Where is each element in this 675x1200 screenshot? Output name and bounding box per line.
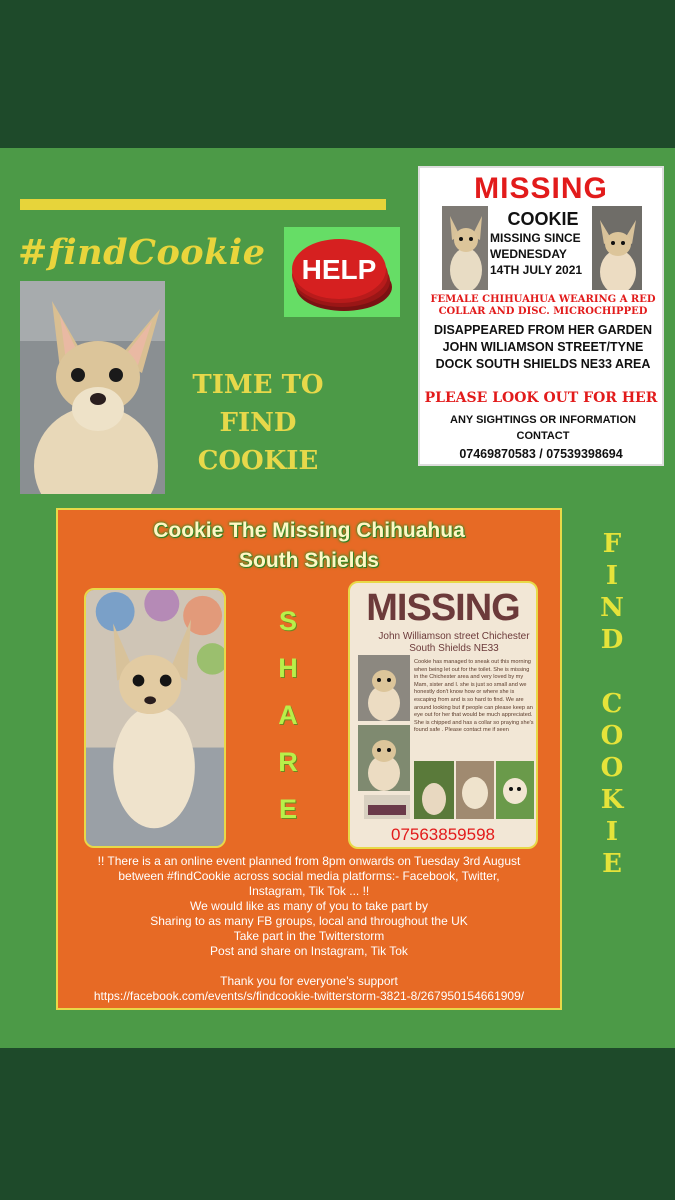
event-description: !! There is a an online event planned from 8pm onwards on Tuesday 3rd August between #findCookie across social media platforms:- Facebook, Twitter, Instagram, Tik Tok ... !! We would like as many of you to take part by Sharing to as many FB groups, local and throughout the UK Take part in the Twitterstorm Post and share on Instagram, Tik Tok Thank you for everyone's support https://facebook.com/events/s/findcookie-twitterstorm-3821-8/267950154661909/ xyxy=(64,854,554,1004)
flyer-dog-photo-left xyxy=(442,206,488,290)
event-panel xyxy=(56,508,562,1010)
flyer-disappeared: DISAPPEARED FROM HER GARDEN JOHN WILIAMSON STREET/TYNE DOCK SOUTH SHIELDS NE33 AREA xyxy=(433,323,653,371)
poster xyxy=(0,148,675,1048)
missing-flyer-small xyxy=(348,581,538,849)
flyer-dog-photo-right xyxy=(592,206,642,290)
flyer-missing-title: MISSING xyxy=(474,172,608,205)
flyer-description: FEMALE CHIHUAHUA WEARING A RED COLLAR AND DISC. MICROCHIPPED xyxy=(430,294,656,317)
event-link: https://facebook.com/events/s/findcookie-twitterstorm-3821-8/267950154661909/ xyxy=(93,989,525,1003)
flyer2-photo-4 xyxy=(456,761,494,819)
share-vertical-text: S H A R E xyxy=(278,606,298,824)
cookie-photo-main xyxy=(20,281,165,494)
help-label: HELP xyxy=(301,254,377,285)
flyer2-missing-title: MISSING xyxy=(366,587,520,629)
hashtag-title: #findCookie xyxy=(18,232,266,273)
flyer2-address: John Williamson street Chichester South Shields NE33 xyxy=(378,631,530,654)
flyer-contact: ANY SIGHTINGS OR INFORMATION CONTACT xyxy=(450,414,636,442)
flyer-phone-numbers: 07469870583 / 07539398694 xyxy=(459,447,623,461)
find-cookie-vertical-text: F I N D C O O K I E xyxy=(600,529,624,879)
flyer2-phone: 07563859598 xyxy=(390,825,495,844)
flyer2-photo-1 xyxy=(358,655,410,721)
flyer-missing-details: COOKIE MISSING SINCE WEDNESDAY 14TH JULY 2021 xyxy=(490,208,596,278)
flyer-look-out: PLEASE LOOK OUT FOR HER xyxy=(424,390,658,406)
flyer-dog-name: COOKIE xyxy=(507,209,579,229)
flyer2-photo-5 xyxy=(496,761,534,819)
missing-flyer-top xyxy=(418,166,664,466)
help-button-graphic xyxy=(284,227,400,317)
flyer2-photo-bed xyxy=(364,795,410,819)
cookie-photo-sitting xyxy=(84,588,226,848)
flyer2-photo-2 xyxy=(358,725,410,791)
time-to-find-text: TIME TO FIND COOKIE xyxy=(192,370,324,476)
yellow-top-bar xyxy=(20,199,386,210)
flyer2-body-text: Cookie has managed to sneak out this morning when being let out for the toilet. She is missing in the Chichester area and very loved by my Mam, sister and I. she is just so small and we honestly don't know how or where she is escaping from and is so hard to find. We are around looking but if people can please keep an eye out for her that would be much appreciated. She is chipped and has a collar so praying she's found safe . Please contact me if seen xyxy=(414,659,534,734)
flyer2-photo-3 xyxy=(414,761,454,819)
event-panel-title: Cookie The Missing Chihuahua South Shields xyxy=(153,519,465,572)
